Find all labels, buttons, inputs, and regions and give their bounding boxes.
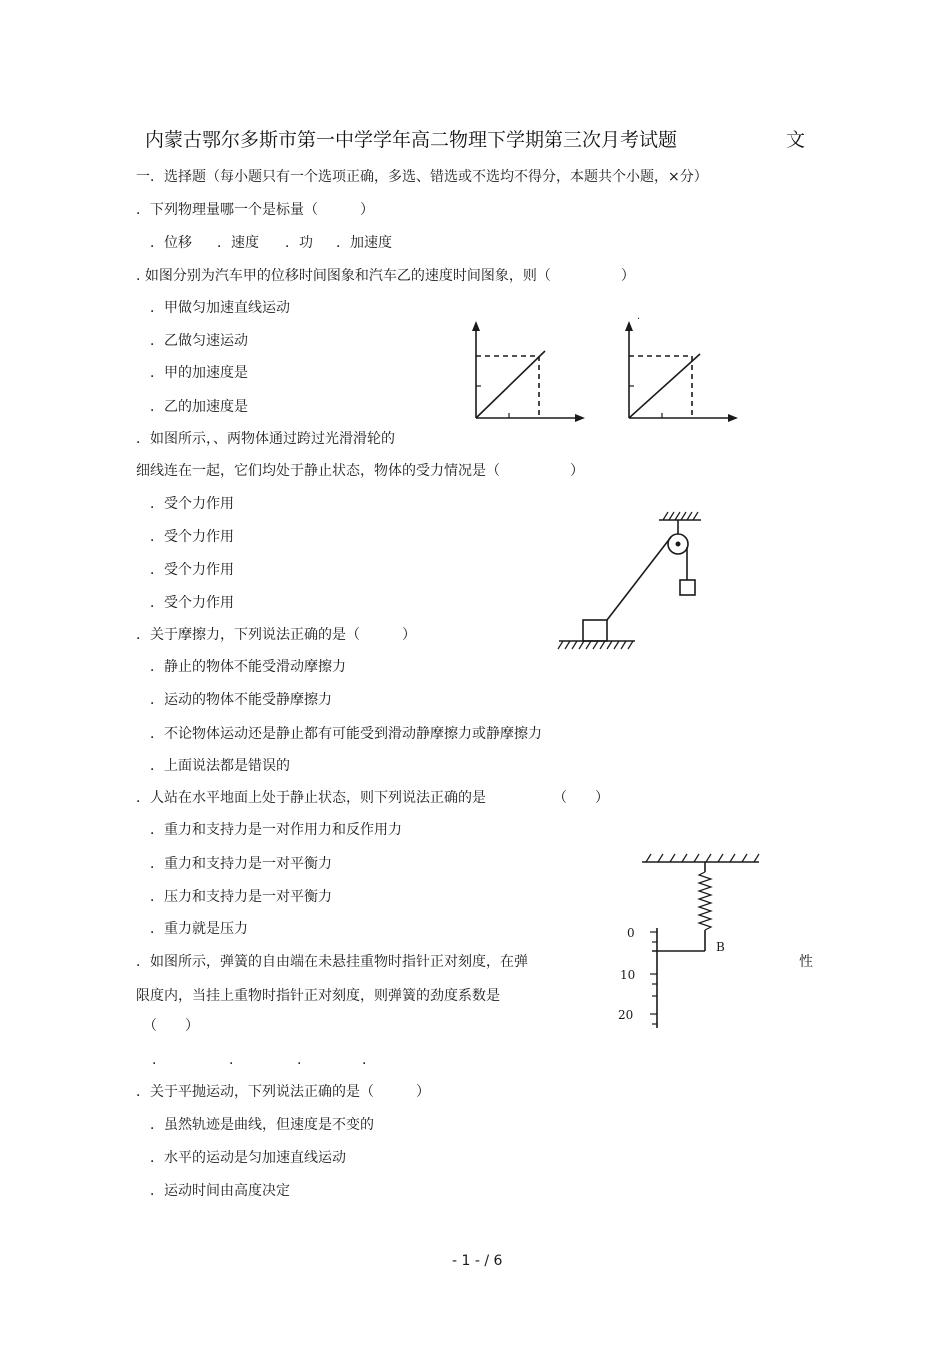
page-title-suffix: 文: [786, 129, 806, 151]
q4-option-a: ．静止的物体不能受滑动摩擦力: [150, 659, 346, 675]
figure-graph-jia: [465, 318, 595, 428]
scale-label-0: 0: [627, 926, 635, 940]
q6-option-d: .: [362, 1052, 367, 1068]
question-3-stem: ．如图所示，、两物体通过跨过光滑滑轮的: [136, 431, 395, 447]
question-3-stem-cont: 细线连在一起，它们均处于静止状态，物体的受力情况是（ ）: [136, 463, 584, 479]
q5-option-a: ．重力和支持力是一对作用力和反作用力: [150, 822, 402, 838]
q1-option-a: ．位移: [150, 235, 192, 251]
q6-option-a: .: [152, 1052, 157, 1068]
page-number: - 1 - / 6: [452, 1253, 503, 1269]
q3-option-b: ．受个力作用: [150, 529, 234, 545]
scale-label-20: 20: [618, 1008, 634, 1022]
q3-option-d: ．受个力作用: [150, 595, 234, 611]
question-1-stem: ．下列物理量哪一个是标量（ ）: [136, 202, 374, 218]
q2-option-b: ．乙做匀速运动: [150, 333, 248, 349]
q4-option-d: ．上面说法都是错误的: [150, 758, 290, 774]
q3-option-c: ．受个力作用: [150, 562, 234, 578]
question-4-stem: ．关于摩擦力，下列说法正确的是（ ）: [136, 627, 416, 643]
q1-option-b: ．速度: [217, 235, 259, 251]
q2-option-c: ．甲的加速度是: [150, 365, 248, 381]
q1-option-d: ．加速度: [336, 235, 392, 251]
q4-option-c: ．不论物体运动还是静止都有可能受到滑动静摩擦力或静摩擦力: [150, 726, 542, 742]
question-6-stem: ．如图所示，弹簧的自由端在未悬挂重物时指针正对刻度，在弹: [136, 954, 528, 970]
q5-option-b: ．重力和支持力是一对平衡力: [150, 856, 332, 872]
q3-option-a: ．受个力作用: [150, 496, 234, 512]
q7-option-c: ．运动时间由高度决定: [150, 1183, 290, 1199]
page-title: 内蒙古鄂尔多斯市第一中学学年高二物理下学期第三次月考试题: [145, 129, 678, 151]
q5-option-c: ．压力和支持力是一对平衡力: [150, 889, 332, 905]
q7-option-a: ．虽然轨迹是曲线，但速度是不变的: [150, 1117, 374, 1133]
question-6-paren: （ ）: [143, 1018, 199, 1034]
question-5-paren: （ ）: [553, 790, 609, 806]
figure-dot: .: [637, 311, 641, 322]
question-2-stem: . 如图分别为汽车甲的位移时间图象和汽车乙的速度时间图象，则（ ）: [136, 268, 635, 284]
q4-option-b: ．运动的物体不能受静摩擦力: [150, 692, 332, 708]
q6-option-c: .: [297, 1052, 302, 1068]
question-5-stem: ．人站在水平地面上处于静止状态，则下列说法正确的是: [136, 790, 486, 806]
figure-graph-yi: [618, 318, 748, 428]
figure-pulley: [555, 508, 715, 653]
q2-option-a: ．甲做匀加速直线运动: [150, 300, 290, 316]
q7-option-b: ．水平的运动是匀加速直线运动: [150, 1150, 346, 1166]
figure-spring-scale: [612, 850, 772, 1035]
section-heading: 一．选择题（每小题只有一个选项正确，多选、错选或不选均不得分，本题共个小题，×分）: [136, 169, 708, 185]
question-7-stem: ．关于平抛运动，下列说法正确的是（ ）: [136, 1084, 430, 1100]
pointer-label-b: B: [716, 940, 725, 954]
question-6-stem-end: 性: [799, 954, 813, 970]
scale-label-10: 10: [620, 968, 636, 982]
question-6-stem-cont: 限度内，当挂上重物时指针正对刻度，则弹簧的劲度系数是: [136, 988, 500, 1004]
q5-option-d: ．重力就是压力: [150, 921, 248, 937]
q2-option-d: ．乙的加速度是: [150, 399, 248, 415]
q6-option-b: .: [229, 1052, 234, 1068]
q1-option-c: ．功: [285, 235, 313, 251]
